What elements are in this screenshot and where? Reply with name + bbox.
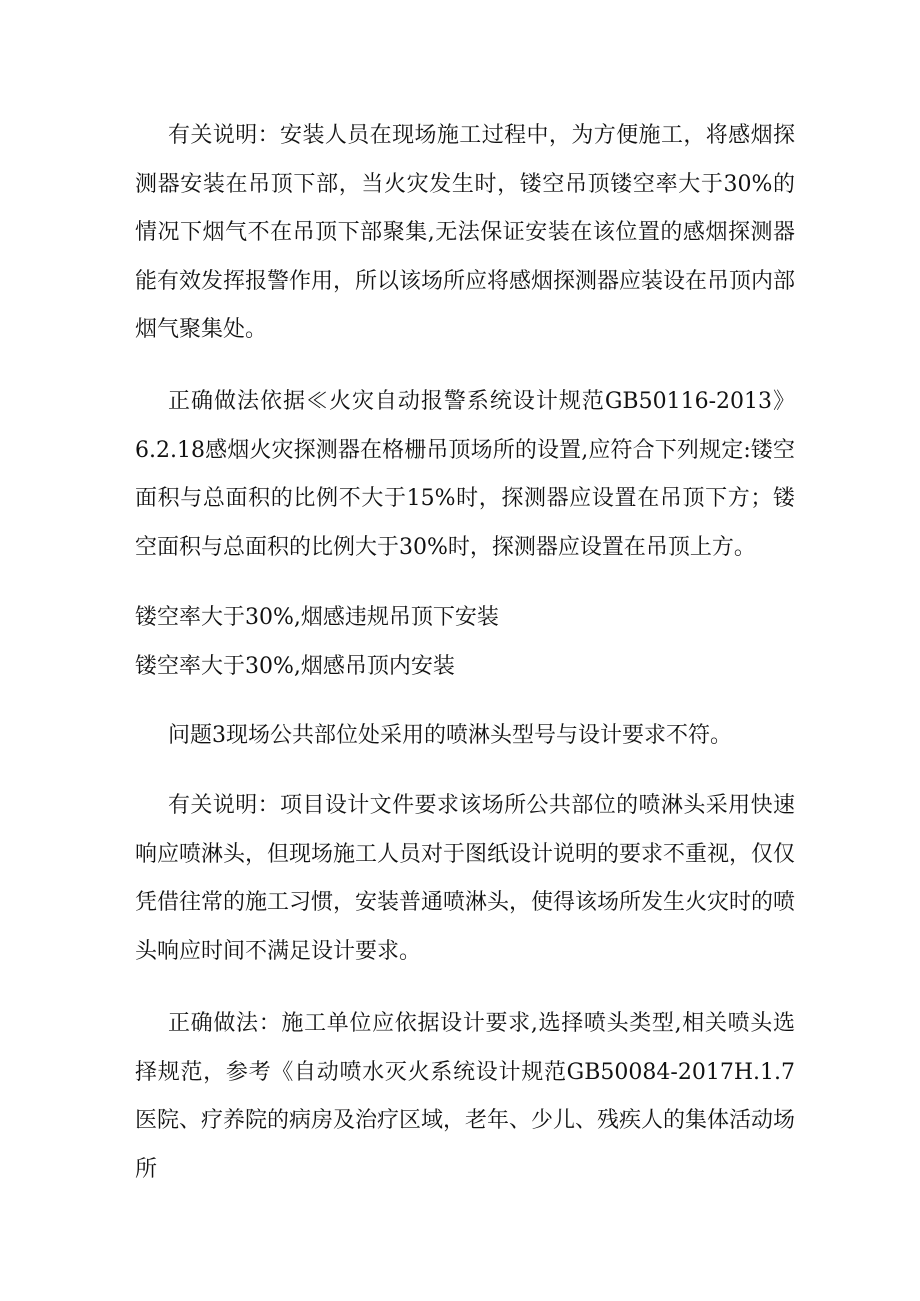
paragraph-smoke-detector-explanation: 有关说明：安装人员在现场施工过程中，为方便施工，将感烟探测器安装在吊顶下部，当火灾发生时，镂空吊顶镂空率大于30%的情况下烟气不在吊顶下部聚集,无法保证安装在该位置的感烟探测器能有效发挥报警作用，所以该场所应将感烟探测器应装设在吊顶内部烟气聚集处。 — [135, 123, 796, 342]
image-captions — [135, 594, 795, 691]
paragraph-issue-3: 问题3现场公共部位处采用的喷淋头型号与设计要求不符。 — [168, 723, 732, 748]
caption-inside-ceiling: 镂空率大于30%,烟感吊顶内安装 — [135, 653, 455, 679]
paragraph-correct-practice-gb50084: 正确做法：施工单位应依据设计要求,选择喷头类型,相关喷头选择规范，参考《自动喷水灭火系统设计规范GB50084-2017H.1.7医院、疗养院的病房及治疗区域，老年、少儿、残疾人的集体活动场所 — [135, 1011, 796, 1182]
paragraph-correct-practice-gb50116: 正确做法依据≪火灾自动报警系统设计规范GB50116-2013》6.2.18感烟火灾探测器在格栅吊顶场所的设置,应符合下列规定:镂空面积与总面积的比例不大于15%时，探测器应设置在吊顶下方；镂空面积与总面积的比例大于30%时，探测器应设置在吊顶上方。 — [135, 389, 795, 560]
paragraph-sprinkler-explanation: 有关说明：项目设计文件要求该场所公共部位的喷淋头采用快速响应喷淋头，但现场施工人员对于图纸设计说明的要求不重视，仅仅凭借往常的施工习惯，安装普通喷淋头，使得该场所发生火灾时的喷头响应时间不满足设计要求。 — [135, 793, 796, 964]
caption-violation-below-ceiling: 镂空率大于30%,烟感违规吊顶下安装 — [135, 605, 499, 630]
